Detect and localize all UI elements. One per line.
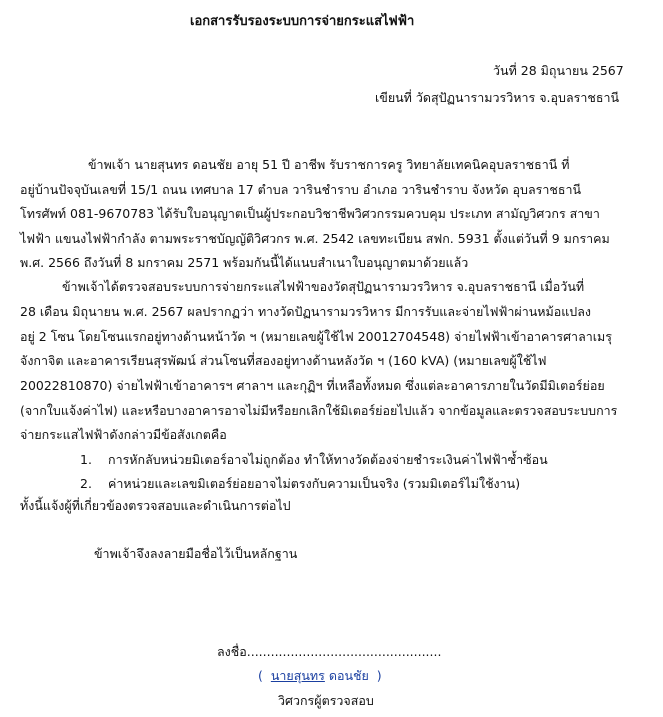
para2-line-4: จังกาจิต และอาคารเรียนสุรพัฒน์ ส่วนโซนที่สองอยู่ทางด้านหลังวัด ฯ (160 kVA) (หมายเลขผู้ใช้ไฟ <box>20 353 547 368</box>
closing-line: ทั้งนี้แจ้งผู้ที่เกี่ยวข้องตรวจสอบและดำเนินการต่อไป <box>20 498 291 513</box>
para2-line-7: จ่ายกระแสไฟฟ้าดังกล่าวมีข้อสังเกตคือ <box>20 427 227 442</box>
list-item-number: 2. <box>80 476 92 491</box>
para2-line-3: อยู่ 2 โซน โดยโซนแรกอยู่ทางด้านหน้าวัด ฯ (หมายเลขผู้ใช้ไฟ 20012704548) จ่ายไฟฟ้าเข้าอาคารศาลาเมรุ <box>20 329 612 344</box>
para1-line-1: ข้าพเจ้า นายสุนทร ดอนชัย อายุ 51 ปี อาชีพ รับราชการครู วิทยาลัยเทคนิคอุบลราชธานี ที่ <box>88 157 570 172</box>
para2-line-2: 28 เดือน มิถุนายน พ.ศ. 2567 ผลปรากฏว่า ทางวัดปัฏนารามวรวิหาร มีการรับและจ่ายไฟฟ้าผ่านหม้อแปลง <box>20 304 591 319</box>
document-title: เอกสารรับรองระบบการจ่ายกระแสไฟฟ้า <box>190 14 415 29</box>
open-paren: ( <box>258 668 263 683</box>
para1-line-5: พ.ศ. 2566 ถึงวันที่ 8 มกราคม 2571 พร้อมกันนี้ได้แนบสำเนาใบอนุญาตมาด้วยแล้ว <box>20 255 469 270</box>
date-line: วันที่ 28 มิถุนายน 2567 <box>493 63 624 78</box>
place-line: เขียนที่ วัดสุปัฏนารามวรวิหาร จ.อุบลราชธานี <box>375 90 620 105</box>
list-item-1 <box>80 452 548 468</box>
list-item-number: 1. <box>80 452 92 467</box>
para2-line-5: 20022810870) จ่ายไฟฟ้าเข้าอาคารฯ ศาลาฯ และกุฏิฯ ที่เหลือทั้งหมด ซึ่งแต่ละอาคารภายในวัดมีมิเตอร์ย่อย <box>20 378 605 393</box>
signer-role: วิศวกรผู้ตรวจสอบ <box>278 693 374 708</box>
certify-line: ข้าพเจ้าจึงลงลายมือชื่อไว้เป็นหลักฐาน <box>94 546 298 561</box>
signer-name <box>258 668 382 684</box>
list-item-text: ค่าหน่วยและเลขมิเตอร์ย่อยอาจไม่ตรงกับความเป็นจริง (รวมมิเตอร์ไม่ใช้งาน) <box>108 476 521 491</box>
para1-line-3: โทรศัพท์ 081-9670783 ได้รับใบอนุญาตเป็นผู้ประกอบวิชาชีพวิศวกรรมควบคุม ประเภท สามัญวิศวกร สาขา <box>20 206 600 221</box>
signer-first-name: นายสุนทร <box>270 668 325 683</box>
close-paren: ) <box>376 668 382 683</box>
para1-line-2: อยู่บ้านปัจจุบันเลขที่ 15/1 ถนน เทศบาล 17 ตำบล วารินชำราบ อำเภอ วารินชำราบ จังหวัด อุบลราชธานี <box>20 182 582 197</box>
signer-surname: ดอนชัย <box>324 668 369 683</box>
para1-line-4: ไฟฟ้า แขนงไฟฟ้ากำลัง ตามพระราชบัญญัติวิศวกร พ.ศ. 2542 เลขทะเบียน สฟก. 5931 ตั้งแต่วันที่ 9 มกราคม <box>20 231 610 246</box>
list-item-2 <box>80 476 520 492</box>
list-item-text: การหักลับหน่วยมิเตอร์อาจไม่ถูกต้อง ทำให้ทางวัดต้องจ่ายชำระเงินค่าไฟฟ้าซ้ำซ้อน <box>108 452 548 467</box>
para2-line-6: (จากใบแจ้งค่าไฟ) และหรือบางอาคารอาจไม่มีหรือยกเลิกใช้มิเตอร์ย่อยไปแล้ว จากข้อมูลและตรวจสอบระบบการ <box>20 403 618 418</box>
para2-line-1: ข้าพเจ้าได้ตรวจสอบระบบการจ่ายกระแสไฟฟ้าของวัดสุปัฏนารามวรวิหาร จ.อุบลราชธานี เมื่อวันที่ <box>62 279 585 294</box>
signature-line: ลงชื่อ................................................. <box>217 644 442 659</box>
